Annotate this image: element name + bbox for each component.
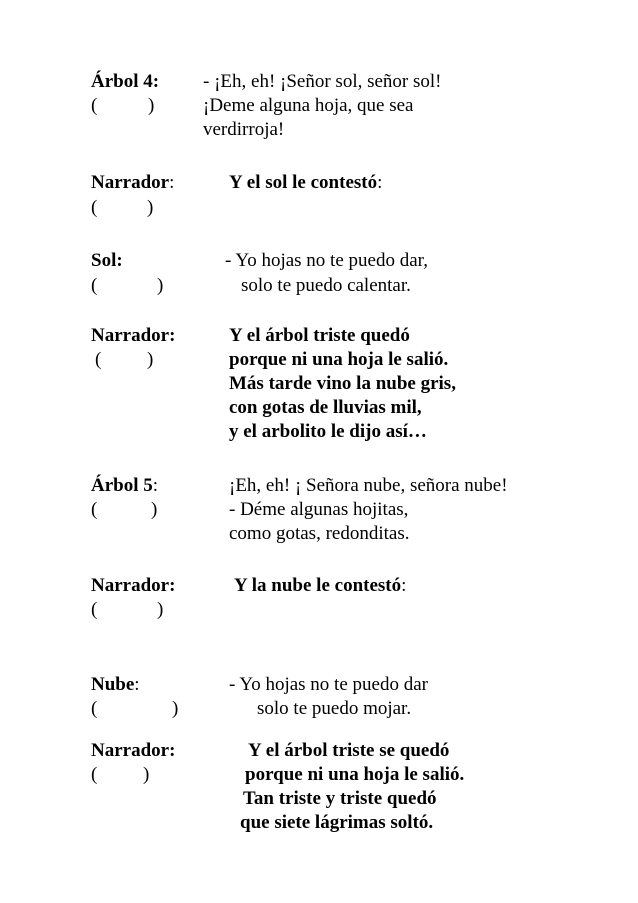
role-assignment-blank: ( )	[91, 197, 154, 218]
dialogue-line: - Yo hojas no te puedo dar	[229, 674, 428, 695]
role-assignment-blank: ( )	[91, 275, 164, 296]
dialogue-line: ¡Deme alguna hoja, que sea	[203, 95, 414, 116]
dialogue-line: Y la nube le contestó:	[234, 575, 407, 596]
role-assignment-blank: ( )	[91, 764, 150, 785]
dialogue-line: Y el sol le contestó:	[229, 172, 383, 193]
role-assignment-blank: ( )	[91, 698, 179, 719]
dialogue-line: Más tarde vino la nube gris,	[229, 373, 456, 394]
role-assignment-blank: ( )	[95, 349, 154, 370]
dialogue-line: Y el árbol triste quedó	[229, 325, 410, 346]
speaker-label: Nube:	[91, 674, 140, 695]
speaker-label: Árbol 4:	[91, 71, 160, 92]
dialogue-line: solo te puedo calentar.	[241, 275, 411, 296]
dialogue-line: Tan triste y triste quedó	[243, 788, 437, 809]
dialogue-line: - ¡Eh, eh! ¡Señor sol, señor sol!	[203, 71, 442, 92]
speaker-label: Narrador:	[91, 740, 176, 761]
dialogue-line: que siete lágrimas soltó.	[240, 812, 434, 833]
dialogue-line: porque ni una hoja le salió.	[245, 764, 465, 785]
speaker-label: Narrador:	[91, 575, 176, 596]
dialogue-line: verdirroja!	[203, 119, 285, 140]
dialogue-line: porque ni una hoja le salió.	[229, 349, 449, 370]
speaker-label: Narrador:	[91, 172, 175, 193]
role-assignment-blank: ( )	[91, 599, 164, 620]
dialogue-line: Y el árbol triste se quedó	[248, 740, 450, 761]
dialogue-line: - Déme algunas hojitas,	[229, 499, 409, 520]
role-assignment-blank: ( )	[91, 499, 158, 520]
dialogue-line: y el arbolito le dijo así…	[229, 421, 427, 442]
dialogue-line: - Yo hojas no te puedo dar,	[225, 250, 428, 271]
speaker-label: Narrador:	[91, 325, 176, 346]
dialogue-line: solo te puedo mojar.	[257, 698, 412, 719]
role-assignment-blank: ( )	[91, 95, 155, 116]
dialogue-line: con gotas de lluvias mil,	[229, 397, 422, 418]
speaker-label: Árbol 5:	[91, 475, 159, 496]
dialogue-line: ¡Eh, eh! ¡ Señora nube, señora nube!	[229, 475, 508, 496]
dialogue-line: como gotas, redonditas.	[229, 523, 410, 544]
speaker-label: Sol:	[91, 250, 123, 271]
